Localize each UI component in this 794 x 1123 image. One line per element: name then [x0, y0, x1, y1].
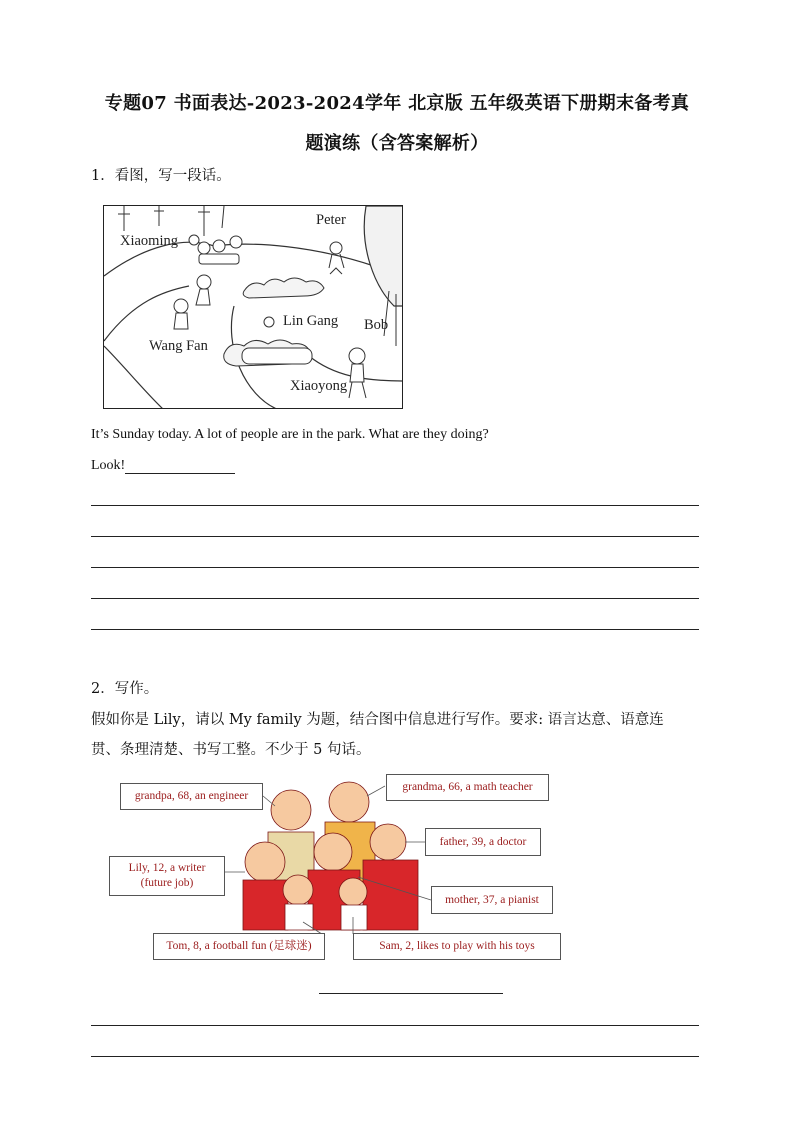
label-lin-gang: Lin Gang [283, 313, 339, 329]
q1-answer-line-5[interactable] [91, 629, 699, 630]
q1-look-line [91, 458, 235, 474]
title-line-1: 专题07 书面表达-2023-2024学年 北京版 五年级英语下册期末备考真 [104, 93, 690, 114]
label-xiaoyong: Xiaoyong [290, 378, 348, 394]
q1-answer-line-4[interactable] [91, 598, 699, 599]
callout-mother: mother, 37, a pianist [431, 886, 553, 914]
q2-instruction-line-2: 贯、条理清楚、书写工整。不少于 5 句话。 [91, 742, 371, 758]
q2-answer-line-2[interactable] [91, 1056, 699, 1057]
q2-heading: 2．写作。 [91, 681, 159, 697]
q1-prompt: It’s Sunday today. A lot of people are in the park. What are they doing? [91, 427, 489, 442]
callout-lily [109, 856, 225, 896]
title-line-2: 题演练（含答案解析） [305, 133, 489, 154]
q1-answer-line-3[interactable] [91, 567, 699, 568]
q1-answer-line-2[interactable] [91, 536, 699, 537]
label-wang-fan: Wang Fan [149, 338, 208, 354]
document-title [80, 84, 714, 164]
callout-tom: Tom, 8, a football fun (足球迷) [153, 933, 325, 960]
label-xiaoming: Xiaoming [120, 233, 178, 249]
callout-grandma: grandma, 66, a math teacher [386, 774, 549, 801]
family-illustration [103, 772, 563, 966]
q2-instruction-line-1: 假如你是 Lily，请以 My family 为题，结合图中信息进行写作。要求: 语言达意、语意连 [91, 712, 664, 728]
q1-answer-line-1[interactable] [91, 505, 699, 506]
q2-title-line[interactable] [319, 993, 503, 994]
q1-look-blank[interactable] [125, 459, 235, 474]
callout-lily-line-1: Lily, 12, a writer [128, 862, 206, 874]
q1-look-text: Look! [91, 458, 126, 473]
q1-heading: 1．看图，写一段话。 [91, 168, 231, 184]
q2-answer-line-1[interactable] [91, 1025, 699, 1026]
callout-lily-line-2: (future job) [140, 877, 194, 889]
label-peter: Peter [316, 212, 346, 228]
callout-father: father, 39, a doctor [425, 828, 541, 856]
callout-grandpa: grandpa, 68, an engineer [120, 783, 263, 810]
park-illustration [103, 205, 403, 409]
label-bob: Bob [364, 317, 389, 333]
callout-sam: Sam, 2, likes to play with his toys [353, 933, 561, 960]
